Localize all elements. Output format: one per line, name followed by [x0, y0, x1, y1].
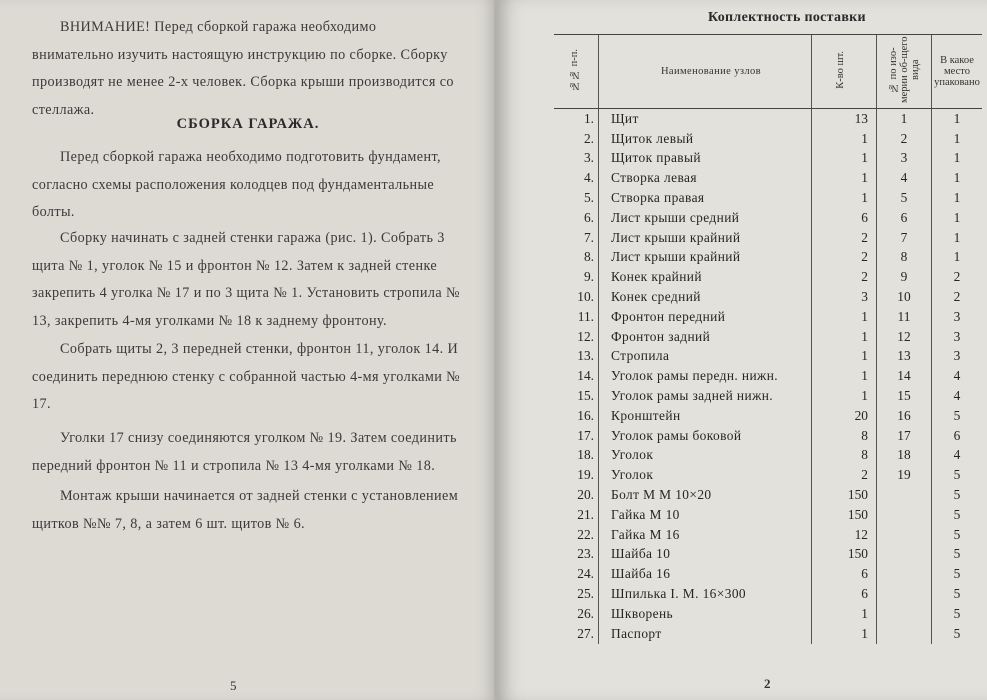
back-wall-paragraph: Сборку начинать с задней стенки гаража (рис. 1). Собрать 3 щита № 1, уголок № 15 и фронтон № 12. Затем к задней стенке закрепить 4 уголка № 17 и по 3 щита № 1. Установить стропила № 13, закрепить 4-мя уголками № 18 к заднему фронтону. [32, 230, 460, 329]
cell-num: 26. [577, 605, 594, 621]
cell-fig [877, 505, 932, 525]
cell-name: Лист крыши крайний [599, 248, 812, 268]
cell-pack: 1 [932, 109, 983, 129]
cell-name: Щиток правый [599, 149, 812, 169]
header-qty: К-во шт. [812, 35, 877, 109]
cell-qty: 8 [812, 426, 877, 446]
table-header-row [554, 35, 982, 109]
table-row [554, 366, 982, 386]
cell-fig: 8 [877, 248, 932, 268]
table-row [554, 347, 982, 367]
cell-pack: 3 [932, 307, 983, 327]
cell-pack: 5 [932, 545, 983, 565]
page-number-right: 2 [764, 676, 771, 691]
table-row [554, 624, 982, 644]
table-row [554, 564, 982, 584]
table-row [554, 149, 982, 169]
cell-pack: 5 [932, 584, 983, 604]
cell-name: Паспорт [599, 624, 812, 644]
cell-name: Шайба 10 [599, 545, 812, 565]
cell-num: 17. [577, 427, 594, 443]
cell-fig [877, 485, 932, 505]
foundation-paragraph: Перед сборкой гаража необходимо подготовить фундамент, согласно схемы расположения колодцев под фундаментальные болты. [32, 149, 441, 220]
cell-num: 22. [577, 526, 594, 542]
cell-fig: 13 [877, 347, 932, 367]
table-row [554, 545, 982, 565]
cell-qty: 1 [812, 168, 877, 188]
table-row [554, 505, 982, 525]
cell-num: 25. [577, 586, 594, 602]
table-row [554, 188, 982, 208]
table-row [554, 109, 982, 129]
cell-num: 1. [583, 110, 594, 126]
cell-name: Створка левая [599, 168, 812, 188]
cell-name: Гайка М 10 [599, 505, 812, 525]
cell-num: 6. [583, 209, 594, 225]
cell-num: 24. [577, 566, 594, 582]
cell-pack: 5 [932, 624, 983, 644]
cell-pack: 5 [932, 485, 983, 505]
table-row [554, 307, 982, 327]
cell-pack: 4 [932, 386, 983, 406]
cell-qty: 150 [812, 485, 877, 505]
header-pack: В какое место упаковано [932, 35, 983, 109]
cell-name: Болт М М 10×20 [599, 485, 812, 505]
cell-pack: 3 [932, 347, 983, 367]
cell-pack: 1 [932, 208, 983, 228]
cell-num: 11. [577, 308, 594, 324]
cell-pack: 2 [932, 287, 983, 307]
cell-qty: 1 [812, 366, 877, 386]
cell-name: Щиток левый [599, 129, 812, 149]
cell-num: 19. [577, 467, 594, 483]
cell-qty: 8 [812, 446, 877, 466]
cell-pack: 1 [932, 188, 983, 208]
cell-qty: 6 [812, 208, 877, 228]
front-wall-paragraph: Собрать щиты 2, 3 передней стенки, фронтон 11, уголок 14. И соединить переднюю стенку с собранной частью 4-мя уголками № 17. [32, 341, 461, 412]
cell-fig: 2 [877, 129, 932, 149]
table-row [554, 327, 982, 347]
table-row [554, 426, 982, 446]
cell-fig [877, 624, 932, 644]
cell-name: Створка правая [599, 188, 812, 208]
roof-paragraph: Монтаж крыши начинается от задней стенки с установлением щитков №№ 7, 8, а затем 6 шт. щитов № 6. [32, 488, 459, 532]
parts-table [554, 34, 982, 644]
cell-fig: 4 [877, 168, 932, 188]
cell-name: Уголок [599, 465, 812, 485]
cell-name: Уголок рамы боковой [599, 426, 812, 446]
cell-num: 7. [583, 229, 594, 245]
cell-name: Уголок рамы передн. нижн. [599, 366, 812, 386]
cell-qty: 6 [812, 584, 877, 604]
cell-qty: 1 [812, 188, 877, 208]
cell-fig: 17 [877, 426, 932, 446]
corners-paragraph: Уголки 17 снизу соединяются уголком № 19. Затем соединить передний фронтон № 11 и стропила № 13 4-мя уголками № 18. [32, 430, 457, 474]
cell-fig: 1 [877, 109, 932, 129]
cell-name: Конек средний [599, 287, 812, 307]
cell-num: 8. [583, 249, 594, 265]
cell-qty: 20 [812, 406, 877, 426]
cell-pack: 3 [932, 327, 983, 347]
cell-name: Шпилька I. М. 16×300 [599, 584, 812, 604]
cell-fig: 11 [877, 307, 932, 327]
cell-fig: 7 [877, 228, 932, 248]
cell-num: 3. [583, 150, 594, 166]
cell-pack: 5 [932, 604, 983, 624]
cell-qty: 150 [812, 505, 877, 525]
table-row [554, 248, 982, 268]
cell-qty: 1 [812, 624, 877, 644]
table-row [554, 406, 982, 426]
cell-name: Уголок [599, 446, 812, 466]
cell-num: 5. [583, 190, 594, 206]
cell-pack: 1 [932, 149, 983, 169]
cell-num: 15. [577, 388, 594, 404]
table-row [554, 525, 982, 545]
cell-num: 21. [577, 506, 594, 522]
cell-fig: 14 [877, 366, 932, 386]
cell-name: Гайка М 16 [599, 525, 812, 545]
cell-pack: 5 [932, 564, 983, 584]
cell-name: Конек крайний [599, 267, 812, 287]
cell-fig: 15 [877, 386, 932, 406]
table-row [554, 129, 982, 149]
header-fig: № по изо-мерии об-щего вида [877, 35, 932, 109]
cell-pack: 5 [932, 525, 983, 545]
cell-qty: 1 [812, 327, 877, 347]
cell-qty: 2 [812, 248, 877, 268]
table-row [554, 485, 982, 505]
page-number-left: 5 [230, 678, 237, 693]
cell-num: 18. [577, 447, 594, 463]
cell-qty: 1 [812, 149, 877, 169]
cell-pack: 1 [932, 129, 983, 149]
cell-qty: 1 [812, 386, 877, 406]
cell-fig [877, 564, 932, 584]
cell-num: 14. [577, 368, 594, 384]
cell-qty: 1 [812, 307, 877, 327]
cell-qty: 3 [812, 287, 877, 307]
cell-qty: 6 [812, 564, 877, 584]
cell-fig [877, 584, 932, 604]
header-num: №№ п-п. [554, 35, 599, 109]
cell-qty: 2 [812, 228, 877, 248]
cell-num: 2. [583, 130, 594, 146]
table-row [554, 604, 982, 624]
cell-pack: 2 [932, 267, 983, 287]
cell-name: Фронтон задний [599, 327, 812, 347]
cell-pack: 5 [932, 465, 983, 485]
cell-pack: 1 [932, 248, 983, 268]
cell-num: 4. [583, 170, 594, 186]
cell-name: Шкворень [599, 604, 812, 624]
cell-name: Щит [599, 109, 812, 129]
cell-name: Фронтон передний [599, 307, 812, 327]
table-body [554, 109, 982, 644]
header-name: Наименование узлов [599, 35, 812, 109]
cell-fig [877, 604, 932, 624]
cell-qty: 150 [812, 545, 877, 565]
cell-num: 10. [577, 289, 594, 305]
cell-qty: 2 [812, 267, 877, 287]
cell-fig [877, 545, 932, 565]
cell-fig: 3 [877, 149, 932, 169]
table-row [554, 208, 982, 228]
cell-name: Кронштейн [599, 406, 812, 426]
table-title: Коплектность поставки [708, 10, 866, 25]
cell-fig: 10 [877, 287, 932, 307]
cell-num: 16. [577, 407, 594, 423]
cell-pack: 6 [932, 426, 983, 446]
cell-name: Лист крыши крайний [599, 228, 812, 248]
cell-name: Лист крыши средний [599, 208, 812, 228]
right-page [498, 0, 987, 700]
warning-paragraph: ВНИМАНИЕ! Перед сборкой гаража необходимо внимательно изучить настоящую инструкцию по сборке. Сборку производят не менее 2-х человек. Сборка крыши производится со стеллажа. [32, 19, 454, 118]
cell-fig: 18 [877, 446, 932, 466]
cell-pack: 4 [932, 366, 983, 386]
cell-pack: 5 [932, 505, 983, 525]
cell-num: 27. [577, 625, 594, 641]
cell-fig [877, 525, 932, 545]
cell-num: 20. [577, 487, 594, 503]
table-row [554, 465, 982, 485]
table-row [554, 267, 982, 287]
cell-name: Стропила [599, 347, 812, 367]
cell-num: 9. [583, 269, 594, 285]
cell-qty: 2 [812, 465, 877, 485]
cell-fig: 6 [877, 208, 932, 228]
cell-name: Шайба 16 [599, 564, 812, 584]
cell-pack: 1 [932, 168, 983, 188]
assembly-heading: СБОРКА ГАРАЖА. [176, 116, 320, 132]
cell-name: Уголок рамы задней нижн. [599, 386, 812, 406]
cell-pack: 4 [932, 446, 983, 466]
cell-fig: 9 [877, 267, 932, 287]
cell-fig: 12 [877, 327, 932, 347]
table-row [554, 446, 982, 466]
cell-qty: 12 [812, 525, 877, 545]
cell-qty: 1 [812, 347, 877, 367]
cell-fig: 5 [877, 188, 932, 208]
cell-num: 12. [577, 328, 594, 344]
cell-qty: 13 [812, 109, 877, 129]
table-row [554, 386, 982, 406]
table-row [554, 228, 982, 248]
cell-fig: 19 [877, 465, 932, 485]
cell-qty: 1 [812, 129, 877, 149]
cell-pack: 1 [932, 228, 983, 248]
cell-pack: 5 [932, 406, 983, 426]
cell-num: 13. [577, 348, 594, 364]
table-row [554, 584, 982, 604]
cell-qty: 1 [812, 604, 877, 624]
table-row [554, 287, 982, 307]
table-row [554, 168, 982, 188]
cell-num: 23. [577, 546, 594, 562]
cell-fig: 16 [877, 406, 932, 426]
